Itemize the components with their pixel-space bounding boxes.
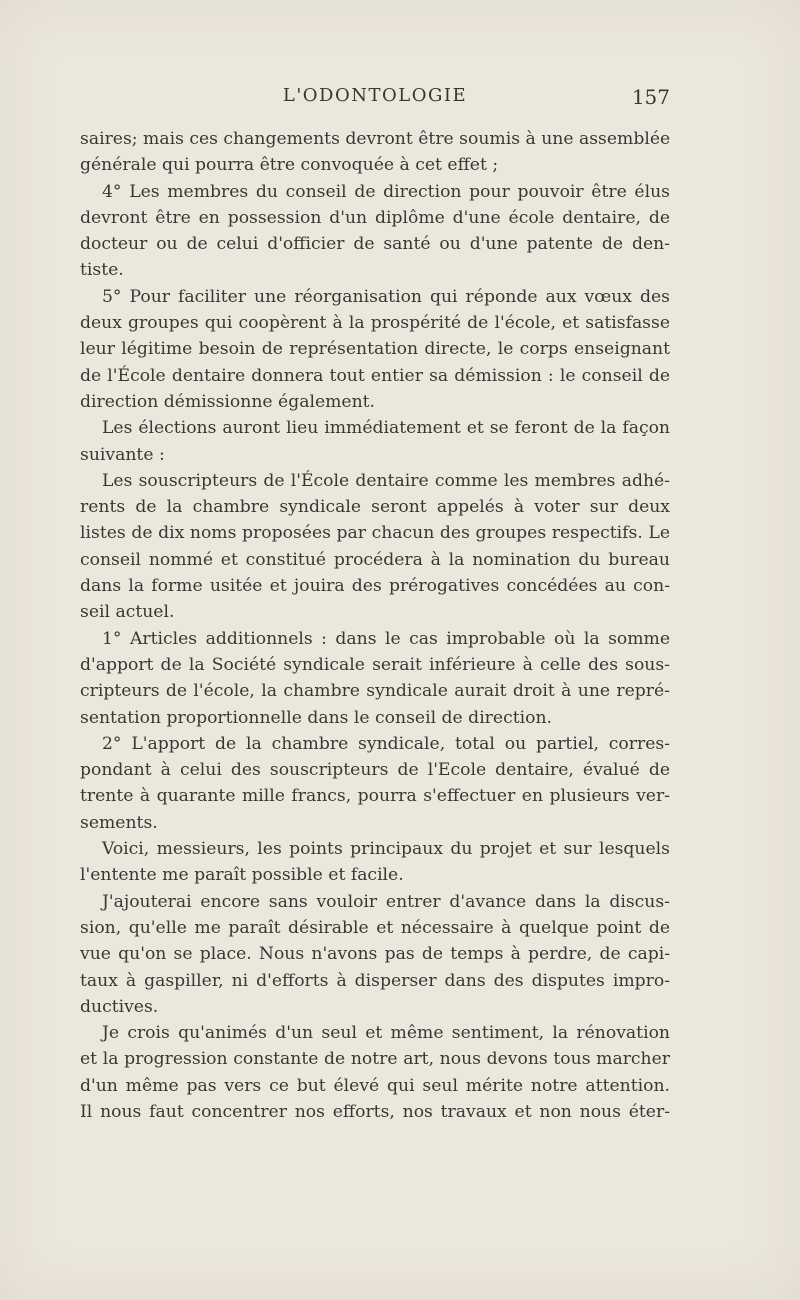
text-line: et la progression constante de notre art, nous devons tous marcher <box>80 1049 670 1070</box>
text-line: taux à gaspiller, ni d'efforts à disperser dans des disputes impro- <box>80 970 670 991</box>
text-line: d'apport de la Société syndicale serait inférieure à celle des sous- <box>80 654 670 675</box>
page-number: 157 <box>631 85 670 109</box>
text-line: pondant à celui des souscripteurs de l'Ecole dentaire, évalué de <box>80 760 670 781</box>
text-line: deux groupes qui coopèrent à la prospérité de l'école, et satisfasse <box>80 313 670 334</box>
text-line: rents de la chambre syndicale seront appelés à voter sur deux <box>80 497 670 518</box>
text-line: 2° L'apport de la chambre syndicale, total ou partiel, corres- <box>102 733 670 754</box>
body-text <box>80 126 670 1125</box>
text-line: dans la forme usitée et jouira des prérogatives concédées au con- <box>80 576 670 597</box>
running-head <box>80 85 670 115</box>
text-line: suivante : <box>80 444 165 465</box>
text-line: trente à quarante mille francs, pourra s'effectuer en plusieurs ver- <box>80 786 670 807</box>
text-line: docteur ou de celui d'officier de santé ou d'une patente de den- <box>80 234 670 255</box>
text-line: sentation proportionnelle dans le conseil de direction. <box>80 707 552 728</box>
text-line: cripteurs de l'école, la chambre syndicale aurait droit à une repré- <box>80 681 670 702</box>
running-title: L'ODONTOLOGIE <box>282 85 468 106</box>
text-line: 5° Pour faciliter une réorganisation qui réponde aux vœux des <box>102 286 670 307</box>
text-line: sion, qu'elle me paraît désirable et nécessaire à quelque point de <box>80 917 670 938</box>
text-line: direction démissionne également. <box>80 391 376 412</box>
text-line: sements. <box>80 812 158 833</box>
text-line: conseil nommé et constitué procédera à la nomination du bureau <box>80 549 670 570</box>
text-line: listes de dix noms proposées par chacun des groupes respectifs. Le <box>80 523 670 544</box>
text-line: d'un même pas vers ce but élevé qui seul mérite notre attention. <box>80 1075 670 1096</box>
text-line: Les élections auront lieu immédiatement et se feront de la façon <box>102 418 670 439</box>
text-line: 1° Articles additionnels : dans le cas improbable où la somme <box>102 628 670 649</box>
text-line: vue qu'on se place. Nous n'avons pas de temps à perdre, de capi- <box>80 944 670 965</box>
text-line: Je crois qu'animés d'un seul et même sentiment, la rénovation <box>102 1023 670 1044</box>
text-line: leur légitime besoin de représentation directe, le corps enseignant <box>80 339 670 360</box>
text-line: l'entente me paraît possible et facile. <box>80 865 404 886</box>
text-line: générale qui pourra être convoquée à cet effet ; <box>80 155 499 176</box>
text-line: tiste. <box>80 260 124 281</box>
text-line: Il nous faut concentrer nos efforts, nos travaux et non nous éter- <box>80 1101 670 1122</box>
text-line: devront être en possession d'un diplôme d'une école dentaire, de <box>80 207 670 228</box>
text-line: saires; mais ces changements devront être soumis à une assemblée <box>80 129 670 149</box>
text-line: seil actuel. <box>80 602 175 623</box>
text-line: J'ajouterai encore sans vouloir entrer d'avance dans la discus- <box>102 891 670 912</box>
text-line: Voici, messieurs, les points principaux du projet et sur lesquels <box>102 839 670 860</box>
text-line: de l'École dentaire donnera tout entier sa démission : le conseil de <box>80 365 670 386</box>
text-line: ductives. <box>80 996 159 1017</box>
text-line: Les souscripteurs de l'École dentaire comme les membres adhé- <box>102 470 670 491</box>
text-line: 4° Les membres du conseil de direction pour pouvoir être élus <box>102 181 670 202</box>
